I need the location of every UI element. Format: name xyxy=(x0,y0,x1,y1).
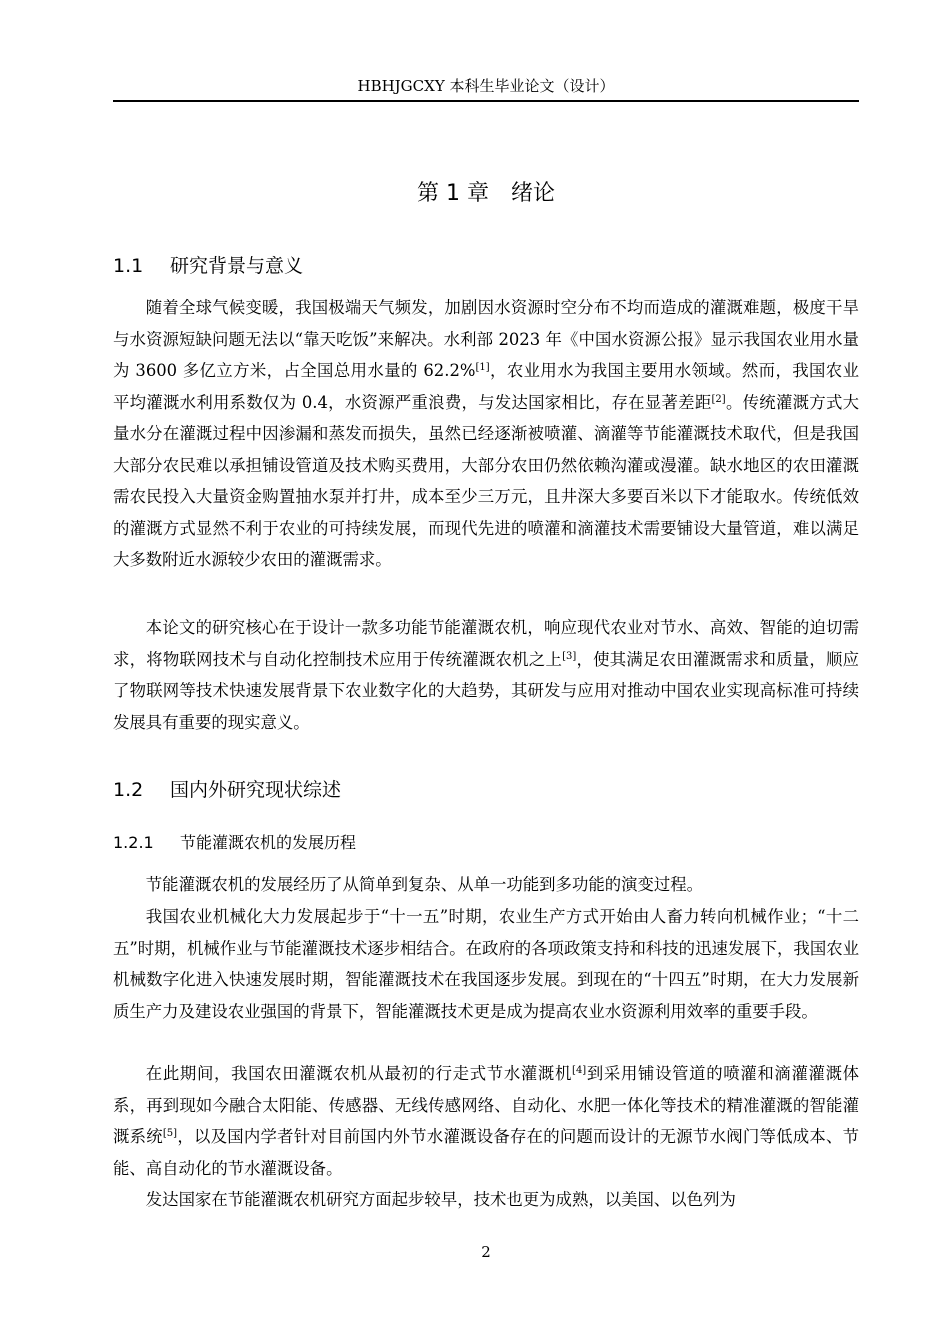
chapter-number: 第 1 章 xyxy=(417,181,489,206)
citation: [2] xyxy=(711,393,726,405)
running-header: HBHJGCXY 本科生毕业论文（设计） xyxy=(357,77,615,95)
paragraph: 我国农业机械化大力发展起步于“十一五”时期，农业生产方式开始由人畜力转向机械作业；“十二五”时期，机械作业与节能灌溉技术逐步相结合。在政府的各项政策支持和科技的迅速发展下，我国农业机械数字化进入快速发展时期，智能灌溉技术在我国逐步发展。到现在的“十四五”时期，在大力发展新质生产力及建设农业强国的背景下，智能灌溉技术更是成为提高农业水资源利用效率的重要手段。 xyxy=(113,907,859,1021)
paragraph: 节能灌溉农机的发展经历了从简单到复杂、从单一功能到多功能的演变过程。 xyxy=(145,875,704,894)
citation: [5] xyxy=(162,1128,178,1139)
chapter-title xyxy=(113,178,859,210)
section-heading-1-2 xyxy=(113,776,341,804)
header-rule xyxy=(113,100,859,102)
section-heading-1-1 xyxy=(113,252,303,280)
citation: [1] xyxy=(475,362,490,373)
section-number: 1.1 xyxy=(113,255,144,277)
paragraph: 本论文的研究核心在于设计一款多功能节能灌溉农机，响应现代农业对节水、高效、智能的迫切需求，将物联网技术与自动化控制技术应用于传统灌溉农机之上[3]，使其满足农田灌溉需求和质量，顺应了物联网等技术快速发展背景下农业数字化的大趋势，其研发与应用对推动中国农业实现高标准可持续发展具有重要的现实意义。 xyxy=(113,618,860,732)
section-title: 国内外研究现状综述 xyxy=(170,779,342,801)
section-title: 研究背景与意义 xyxy=(170,255,304,277)
page-number: 2 xyxy=(481,1243,491,1261)
citation: [4] xyxy=(572,1065,587,1076)
subsection-heading-1-2-1 xyxy=(113,831,356,855)
chapter-name: 绪论 xyxy=(510,181,555,206)
citation: [3] xyxy=(562,650,577,662)
subsection-title: 节能灌溉农机的发展历程 xyxy=(180,833,357,852)
paragraph: 发达国家在节能灌溉农机研究方面起步较早，技术也更为成熟，以美国、以色列为 xyxy=(145,1190,736,1209)
paragraph: 在此期间，我国农田灌溉农机从最初的行走式节水灌溉机[4]到采用铺设管道的喷灌和滴灌灌溉体系，再到现如今融合太阳能、传感器、无线传感网络、自动化、水肥一体化等技术的精准灌溉的智能灌溉系统[5]，以及国内学者针对目前国内外节水灌溉设备存在的问题而设计的无源节水阀门等低成本、节能、高自动化的节水灌溉设备。 xyxy=(113,1064,860,1178)
paragraph: 随着全球气候变暖，我国极端天气频发，加剧因水资源时空分布不均而造成的灌溉难题，极度干旱与水资源短缺问题无法以“靠天吃饭”来解决。水利部 2023 年《中国水资源公报》显示我国农业用水量为 3600 多亿立方米，占全国总用水量的 62.2%[1]，农业用水为我国主要用水领域。然而，我国农业平均灌溉水利用系数仅为 0.4，水资源严重浪费，与发达国家相比，存在显著差距[2]。传统灌溉方式大量水分在灌溉过程中因渗漏和蒸发而损失，虽然已经逐渐被喷灌、滴灌等节能灌溉技术取代，但是我国大部分农民难以承担铺设管道及技术购买费用，大部分农田仍然依赖沟灌或漫灌。缺水地区的农田灌溉需农民投入大量资金购置抽水泵并打井，成本至少三万元，且井深大多要百米以下才能取水。传统低效的灌溉方式显然不利于农业的可持续发展，而现代先进的喷灌和滴灌技术需要铺设大量管道，难以满足大多数附近水源较少农田的灌溉需求。 xyxy=(113,298,860,569)
subsection-number: 1.2.1 xyxy=(113,833,154,852)
section-number: 1.2 xyxy=(113,779,144,801)
